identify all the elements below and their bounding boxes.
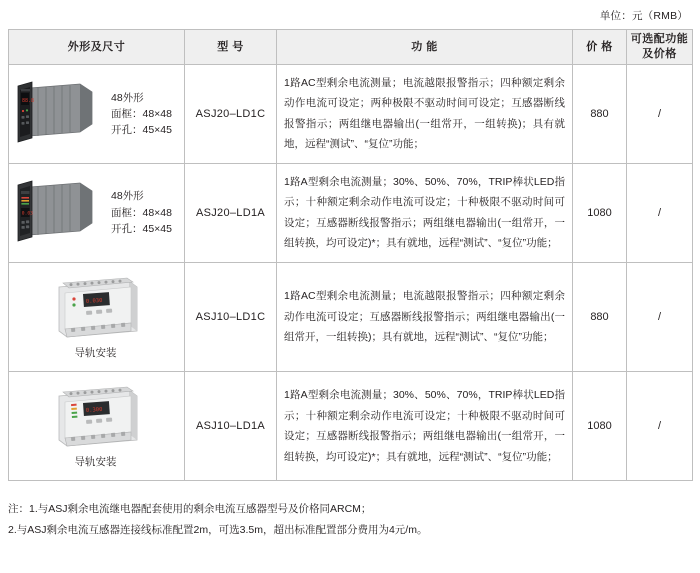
- model-cell: ASJ20–LD1A: [185, 163, 277, 262]
- price-cell: 880: [573, 65, 627, 164]
- product-caption: [13, 345, 178, 361]
- function-cell: 1路A型剩余电流测量；30%、50%、70%，TRIP棒状LED指示；十种额定剩余动作电流可设定；十种极限不驱动时间可设定；互感器断线报警指示；两组继电器输出(一组常开，一组转换，均可设定)*；具有就地，远程“测试”、“复位”功能；: [277, 163, 573, 262]
- caption-line-2: 面框：48×48: [111, 206, 172, 219]
- model-cell: ASJ10–LD1C: [185, 262, 277, 371]
- product-image-cell: [9, 262, 185, 371]
- svg-text:0.030: 0.030: [85, 297, 103, 305]
- optional-cell: /: [627, 372, 693, 481]
- function-cell: 1路AC型剩余电流测量；电流越限报警指示；四种额定剩余动作电流可设定；互感器断线报警指示；两组继电器输出(一组常开，一组转换)；具有就地，远程“测试”、“复位”功能；: [277, 262, 573, 371]
- svg-text:0.03: 0.03: [21, 211, 33, 217]
- column-header-function: 功 能: [277, 30, 573, 65]
- panel-meter-48-icon: [13, 79, 105, 149]
- function-cell: 1路A型剩余电流测量；30%、50%、70%，TRIP棒状LED指示；十种额定剩余动作电流可设定；十种极限不驱动时间可设定；互感器断线报警指示；两组继电器输出(一组常开，一组转换，均可设定)*；具有就地，远程“测试”、“复位”功能；: [277, 372, 573, 481]
- caption-line-1: 48外形: [111, 190, 144, 203]
- caption-line-3: 开孔：45×45: [111, 124, 172, 137]
- optional-cell: /: [627, 163, 693, 262]
- unit-note: 单位：元（RMB）: [599, 10, 688, 22]
- table-row: [9, 372, 693, 481]
- footnote-1: 注：1.与ASJ剩余电流继电器配套使用的剩余电流互感器型号及价格同ARCM；: [8, 503, 372, 516]
- column-header-dimension: 外形及尺寸: [9, 30, 185, 65]
- table-row: [9, 65, 693, 164]
- caption-line-1: 导轨安装: [74, 346, 117, 359]
- caption-line-1: 导轨安装: [74, 456, 117, 469]
- specification-table: [8, 29, 693, 481]
- price-cell: 1080: [573, 163, 627, 262]
- svg-text:0.300: 0.300: [85, 406, 103, 415]
- product-image-cell: [9, 372, 185, 481]
- product-caption: [105, 188, 172, 237]
- din-rail-module-icon: [41, 273, 151, 345]
- table-header: [9, 30, 693, 65]
- panel-meter-48-icon: [13, 178, 105, 248]
- svg-text:88.8: 88.8: [22, 97, 35, 104]
- optional-cell: /: [627, 262, 693, 371]
- product-image-cell: [9, 65, 185, 164]
- column-header-model: 型 号: [185, 30, 277, 65]
- product-image-cell: [9, 163, 185, 262]
- function-cell: 1路AC型剩余电流测量；电流越限报警指示；四种额定剩余动作电流可设定；两种极限不驱动时间可设定；互感器断线报警指示；两组继电器输出(一组常开，一组转换)；具有就地，远程“测试”、“复位”功能；: [277, 65, 573, 164]
- column-header-optional-line2: 及价格: [642, 48, 677, 60]
- table-row: [9, 262, 693, 371]
- column-header-optional: [627, 30, 693, 65]
- column-header-price: 价 格: [573, 30, 627, 65]
- caption-line-1: 48外形: [111, 91, 144, 104]
- table-header-row: [9, 30, 693, 65]
- footnote-2: 2.与ASJ剩余电流互感器连接线标准配置2m，可选3.5m，超出标准配置部分费用为4元/m。: [8, 524, 428, 537]
- din-rail-module-icon: [41, 382, 151, 454]
- product-caption: [105, 90, 172, 139]
- optional-cell: /: [627, 65, 693, 164]
- table-row: [9, 163, 693, 262]
- price-cell: 880: [573, 262, 627, 371]
- model-cell: ASJ20–LD1C: [185, 65, 277, 164]
- caption-line-2: 面框：48×48: [111, 107, 172, 120]
- footnotes: [8, 499, 692, 541]
- product-caption: [13, 454, 178, 470]
- caption-line-3: 开孔：45×45: [111, 222, 172, 235]
- price-cell: 1080: [573, 372, 627, 481]
- column-header-optional-line1: 可选配功能: [630, 33, 689, 46]
- model-cell: ASJ10–LD1A: [185, 372, 277, 481]
- table-body: [9, 65, 693, 481]
